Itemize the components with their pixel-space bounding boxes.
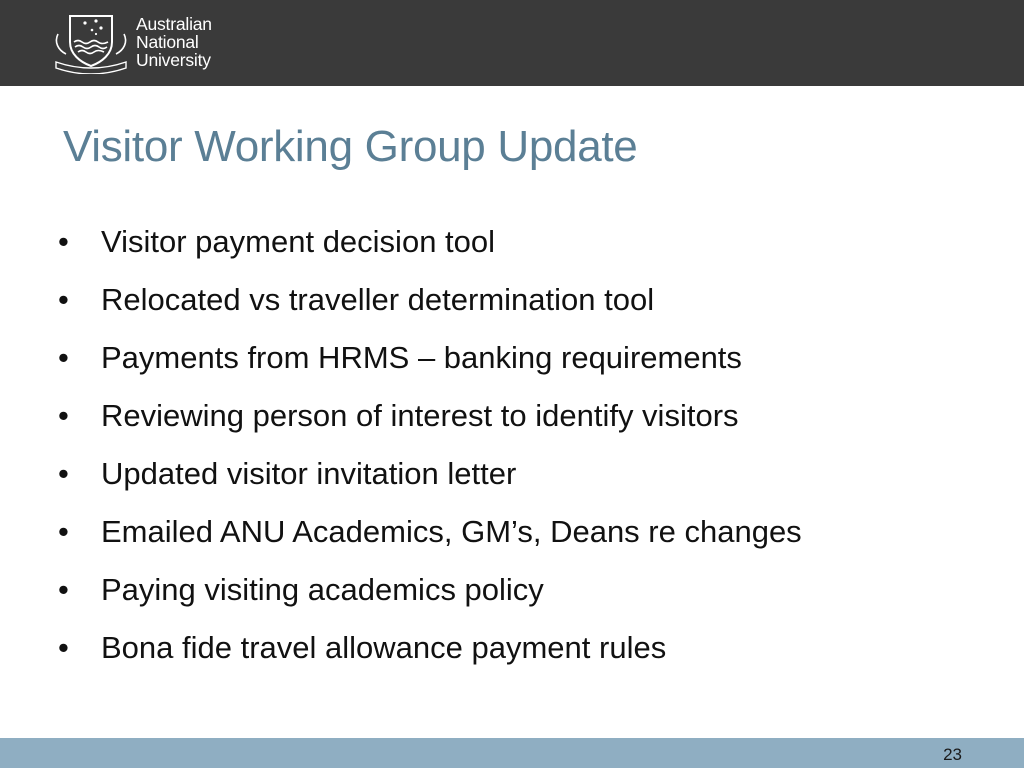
bullet-text: Paying visiting academics policy xyxy=(101,572,544,607)
bullet-icon: • xyxy=(58,514,69,549)
wordmark-line: Australian xyxy=(136,14,212,34)
wordmark-line: University xyxy=(136,50,211,70)
bullet-text: Reviewing person of interest to identify visitors xyxy=(101,398,739,433)
bullet-icon: • xyxy=(58,456,69,491)
bullet-text: Payments from HRMS – banking requirements xyxy=(101,340,742,375)
bullet-item xyxy=(57,572,957,608)
footer-bar xyxy=(0,738,1024,768)
bullet-item xyxy=(57,456,957,492)
bullet-text: Emailed ANU Academics, GM’s, Deans re changes xyxy=(101,514,802,549)
bullet-icon: • xyxy=(58,572,69,607)
bullet-icon: • xyxy=(58,282,69,317)
bullet-icon: • xyxy=(58,630,69,665)
slide-title: Visitor Working Group Update xyxy=(63,122,638,171)
page-number: 23 xyxy=(943,745,962,764)
bullet-text: Relocated vs traveller determination tool xyxy=(101,282,655,317)
bullet-icon: • xyxy=(58,398,69,433)
bullet-item xyxy=(57,340,957,376)
bullet-text: Updated visitor invitation letter xyxy=(101,456,517,491)
header-bar xyxy=(0,0,1024,86)
bullet-icon: • xyxy=(58,224,69,259)
bullet-item xyxy=(57,630,957,666)
wordmark-line: National xyxy=(136,32,199,52)
bullet-icon: • xyxy=(58,340,69,375)
bullet-item xyxy=(57,398,957,434)
bullet-list xyxy=(57,224,957,688)
bullet-item xyxy=(57,282,957,318)
anu-crest-icon xyxy=(52,12,130,74)
bullet-item xyxy=(57,224,957,260)
anu-logo[interactable] xyxy=(52,12,242,74)
anu-wordmark xyxy=(136,15,212,69)
bullet-item xyxy=(57,514,901,550)
bullet-text: Bona fide travel allowance payment rules xyxy=(101,630,667,665)
bullet-text: Visitor payment decision tool xyxy=(101,224,496,259)
